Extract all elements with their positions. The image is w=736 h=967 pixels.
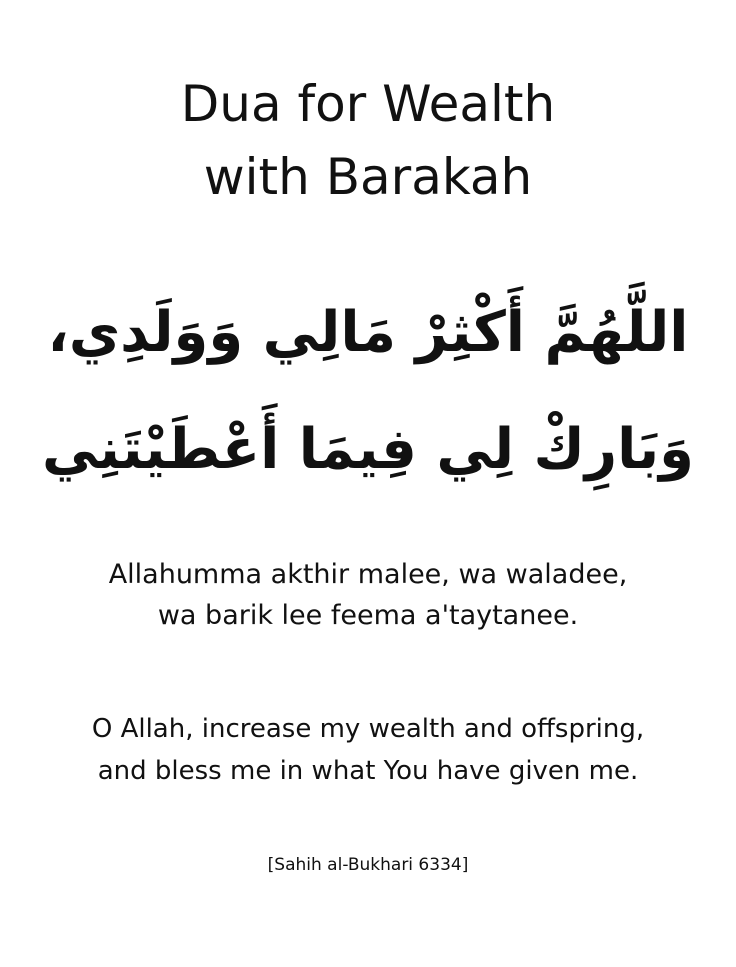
title-line-1: Dua for Wealth [180,75,556,133]
translation-line-2: and bless me in what You have given me. [97,756,639,786]
transliteration-line-2: wa barik lee feema a'taytanee. [157,600,579,631]
hadith-source: [Sahih al-Bukhari 6334] [267,855,469,875]
transliteration-line-1: Allahumma akthir malee, wa waladee, [108,559,628,590]
arabic-text-line-2: وَبَارِكْ لِي فِيمَا أَعْطَيْتَنِي [42,417,694,482]
translation-line-1: O Allah, increase my wealth and offspring, [91,714,645,744]
title-line-2: with Barakah [203,148,533,206]
arabic-text-line-1: اللَّهُمَّ أَكْثِرْ مَالِي وَوَلَدِي، [47,300,689,365]
